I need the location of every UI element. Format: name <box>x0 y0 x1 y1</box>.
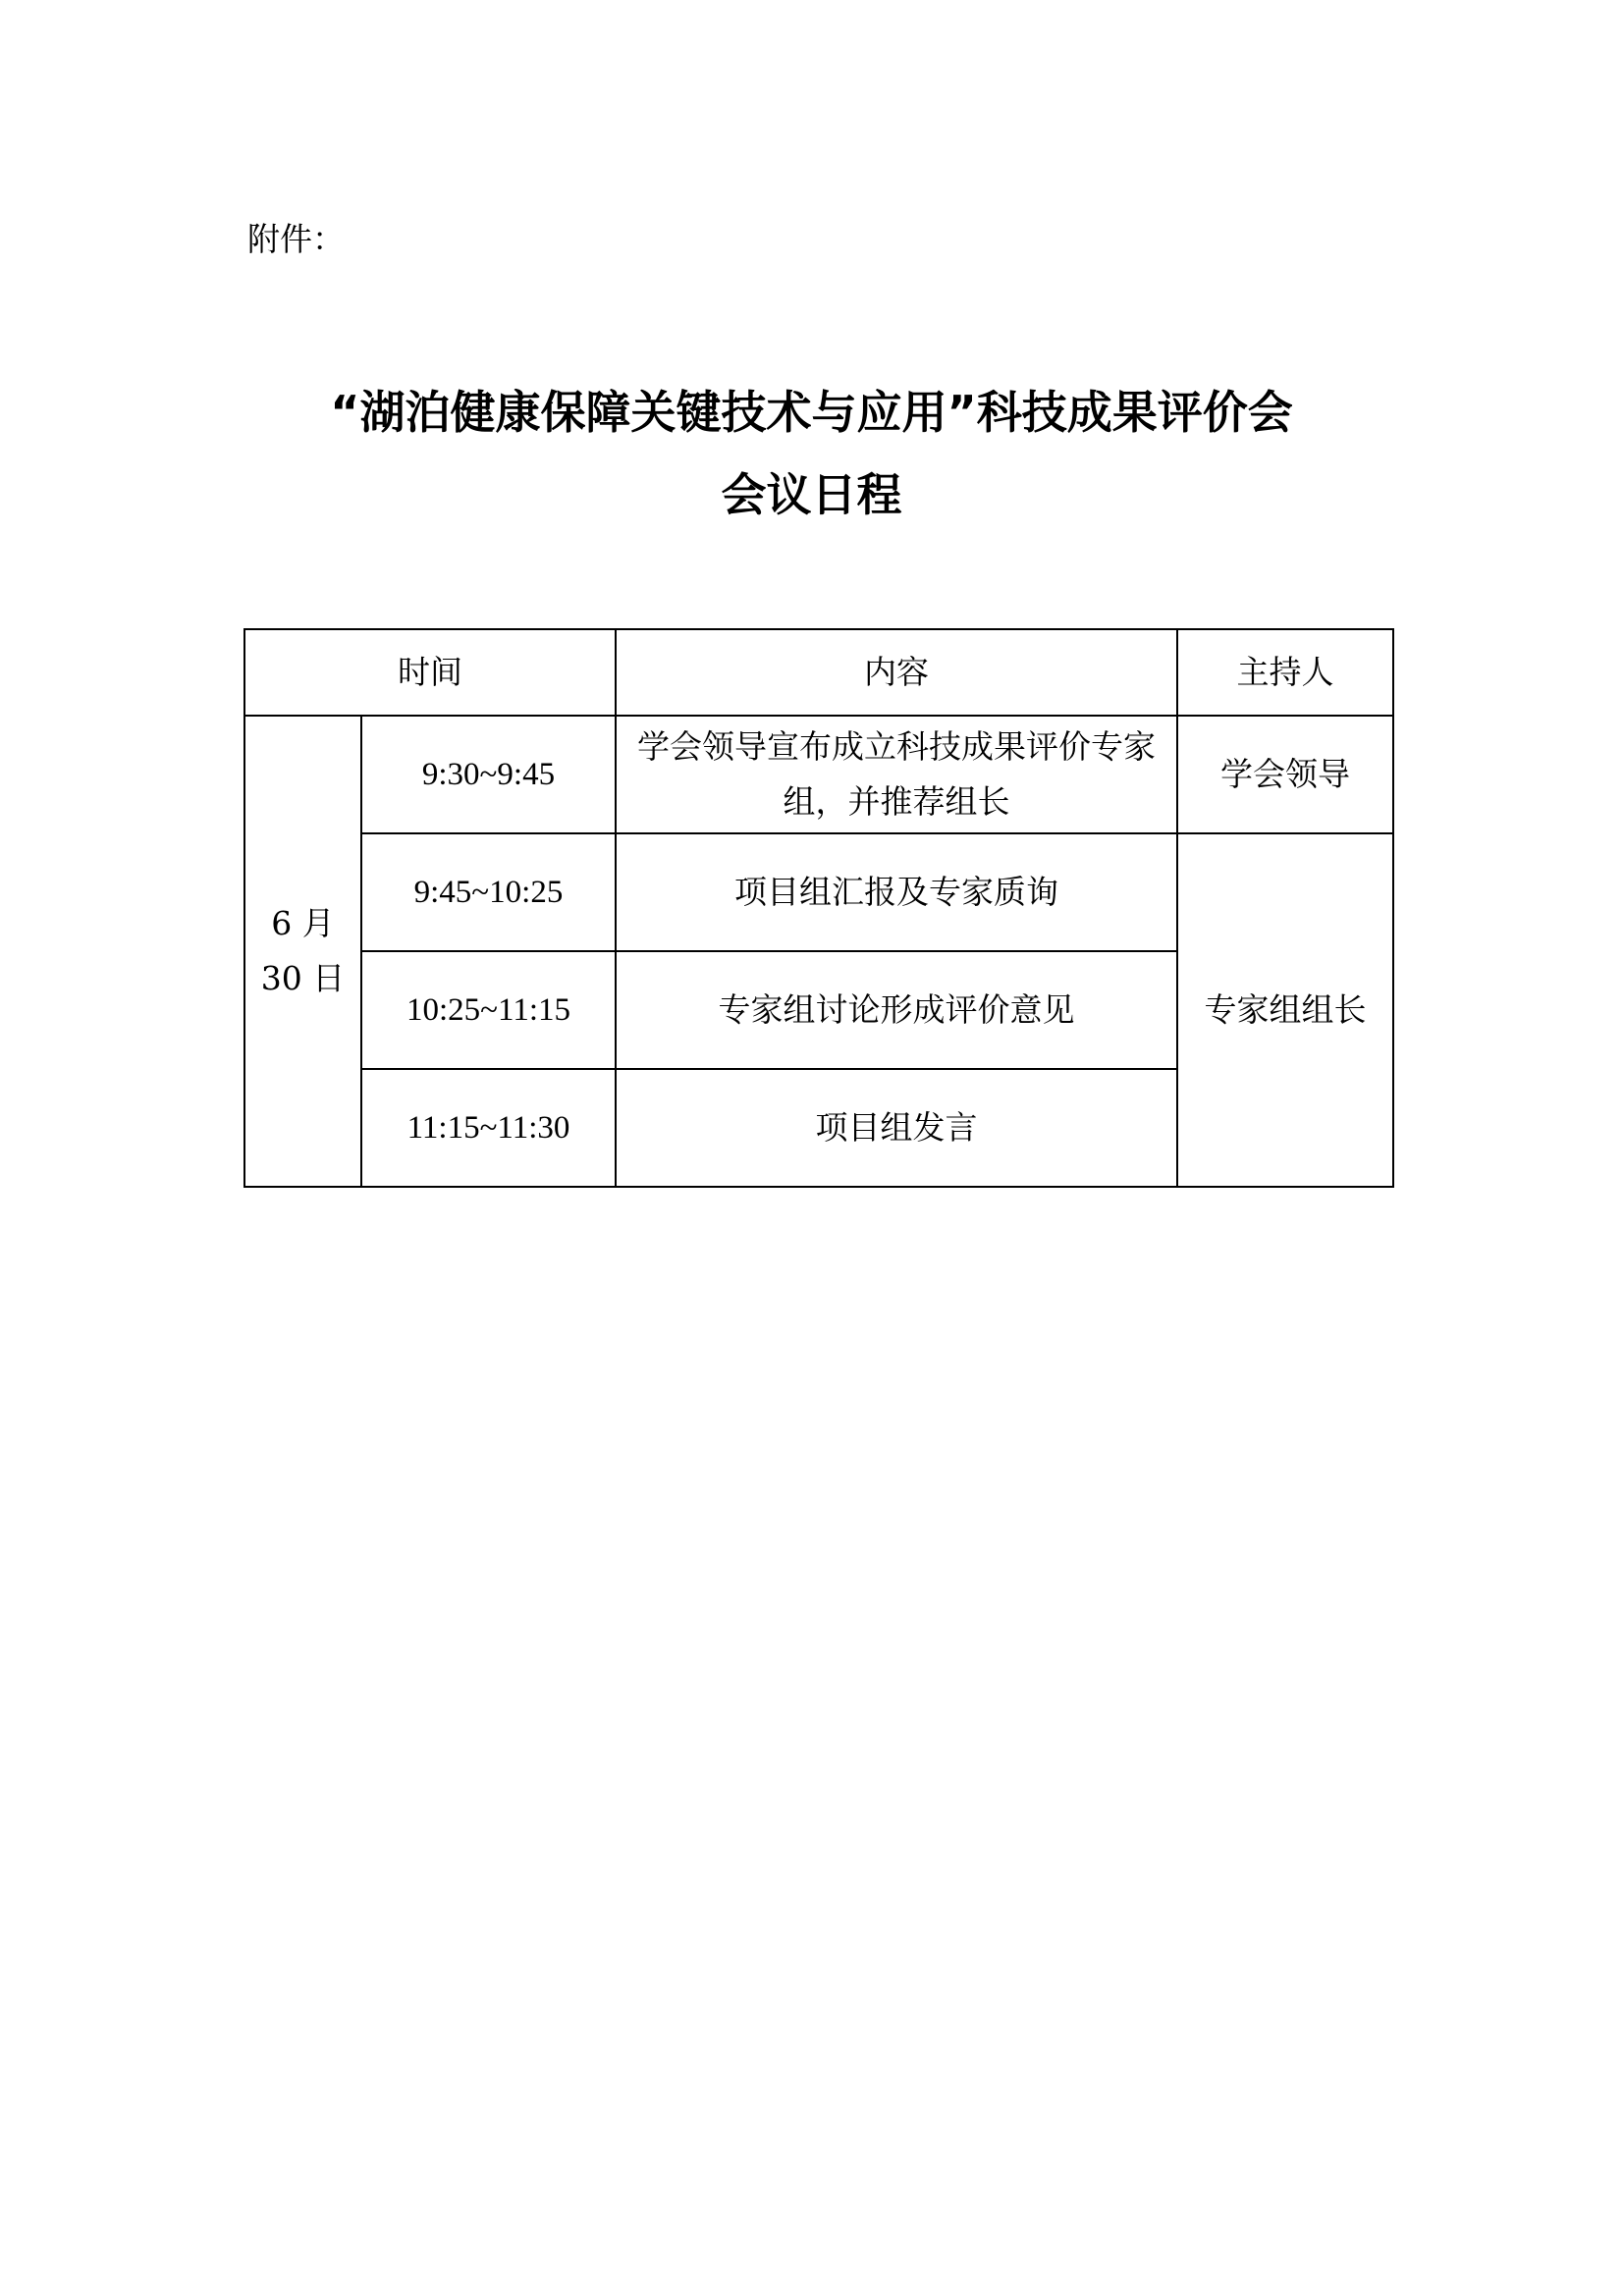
date-month: 6 月 <box>271 904 335 942</box>
schedule-table <box>243 628 1394 1188</box>
table-row <box>244 833 1393 951</box>
document-title: “湖泊健康保障关键技术与应用”科技成果评价会 <box>330 386 1293 439</box>
date-day: 30 日 <box>260 959 346 997</box>
content-cell: 学会领导宣布成立科技成果评价专家组，并推荐组长 <box>616 716 1177 833</box>
time-cell: 11:15~11:30 <box>361 1069 616 1187</box>
host-cell: 专家组组长 <box>1177 833 1393 1187</box>
table-row <box>244 716 1393 833</box>
host-cell: 学会领导 <box>1177 716 1393 833</box>
date-cell <box>244 716 361 1187</box>
header-content: 内容 <box>616 629 1177 716</box>
header-time: 时间 <box>244 629 616 716</box>
header-host: 主持人 <box>1177 629 1393 716</box>
time-cell: 9:30~9:45 <box>361 716 616 833</box>
time-cell: 9:45~10:25 <box>361 833 616 951</box>
content-cell: 项目组汇报及专家质询 <box>616 833 1177 951</box>
attachment-label: 附件： <box>247 220 345 258</box>
content-cell: 专家组讨论形成评价意见 <box>616 951 1177 1069</box>
table-header-row <box>244 629 1393 716</box>
content-cell: 项目组发言 <box>616 1069 1177 1187</box>
time-cell: 10:25~11:15 <box>361 951 616 1069</box>
document-subtitle: 会议日程 <box>721 468 902 521</box>
